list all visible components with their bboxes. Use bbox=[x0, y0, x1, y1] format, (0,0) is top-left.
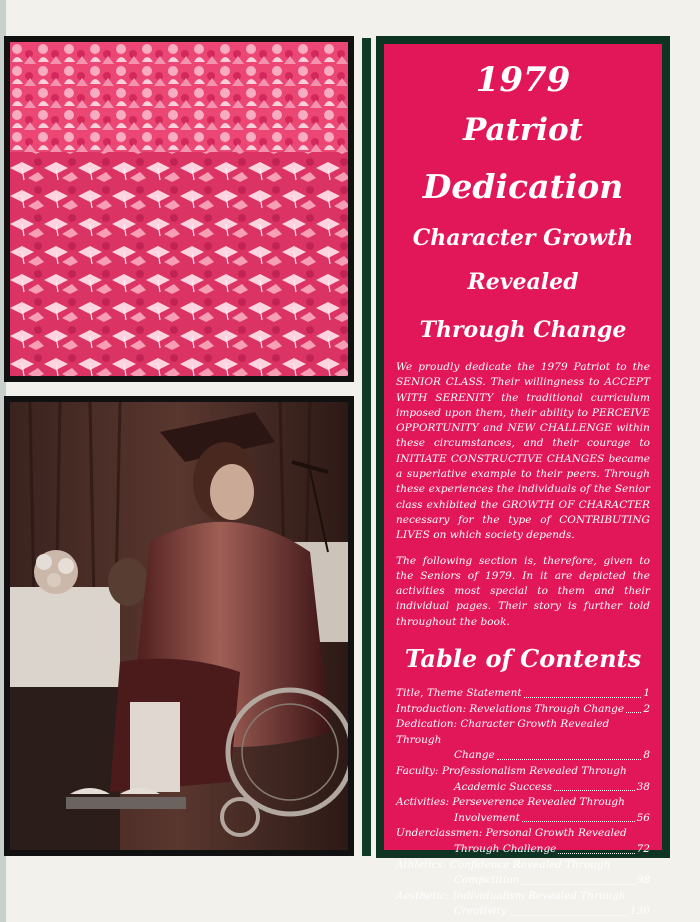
toc-entry bbox=[396, 858, 650, 889]
toc-dot-leader bbox=[509, 915, 628, 916]
toc-page-number: 56 bbox=[636, 811, 650, 824]
toc-entry-label: Aesthetic: Individualism Revealed Through bbox=[396, 889, 626, 902]
column-divider bbox=[362, 38, 371, 856]
toc-dot-leader bbox=[558, 853, 634, 854]
toc-entry-label-cont: Competition bbox=[454, 874, 520, 887]
toc-entry-label-cont: Creativity bbox=[454, 905, 507, 918]
following-section-paragraph: The following section is, therefore, given to the Seniors of 1979. In it are depicted the activities most special to them and their individual pages. Their story is further told throughout the book. bbox=[396, 554, 650, 628]
graduate-wheelchair-image bbox=[10, 402, 348, 850]
graduates-crowd-photo bbox=[4, 36, 354, 382]
toc-page-number: 130 bbox=[629, 905, 650, 918]
toc-entry bbox=[396, 795, 650, 826]
toc-dot-leader bbox=[497, 759, 642, 760]
toc-entry bbox=[396, 764, 650, 795]
theme-line-2: Revealed bbox=[467, 269, 579, 295]
theme-line-3: Through Change bbox=[419, 317, 627, 343]
toc-entry-label-cont: Involvement bbox=[454, 811, 520, 824]
theme-line-1: Character Growth bbox=[412, 225, 634, 251]
toc-entry bbox=[396, 826, 650, 857]
toc-entry-label: Athletics: Confidence Revealed Through bbox=[396, 858, 611, 871]
toc-dot-leader bbox=[554, 790, 635, 791]
toc-entry-label-cont: Through Challenge bbox=[454, 842, 557, 855]
patriot-heading: Patriot bbox=[463, 112, 583, 148]
toc-entry-label: Underclassmen: Personal Growth Revealed bbox=[396, 827, 627, 840]
toc-entry bbox=[396, 686, 650, 702]
toc-entry-row bbox=[396, 904, 650, 920]
graduates-crowd-image bbox=[10, 42, 348, 376]
toc-entry-row bbox=[396, 842, 650, 858]
toc-entry-label: Faculty: Professionalism Revealed Through bbox=[396, 765, 627, 778]
toc-page-number: 38 bbox=[636, 780, 650, 793]
toc-entry-row bbox=[396, 748, 650, 764]
toc-heading: Table of Contents bbox=[404, 644, 642, 674]
toc-entry-label: Introduction: Revelations Through Change bbox=[396, 702, 625, 715]
toc-entry bbox=[396, 717, 650, 764]
toc-dot-leader bbox=[524, 697, 642, 698]
table-of-contents bbox=[396, 686, 650, 920]
toc-page-number: 98 bbox=[636, 874, 650, 887]
toc-entry-row bbox=[396, 811, 650, 827]
toc-dot-leader bbox=[522, 884, 635, 885]
toc-entry-label: Dedication: Character Growth Revealed Through bbox=[396, 718, 610, 746]
toc-entry-row bbox=[396, 780, 650, 796]
toc-page-number: 8 bbox=[643, 749, 650, 762]
toc-dot-leader bbox=[626, 712, 641, 713]
toc-entry-label: Activities: Perseverence Revealed Through bbox=[396, 796, 625, 809]
dedication-paragraph: We proudly dedicate the 1979 Patriot to the SENIOR CLASS. Their willingness to ACCEPT WITH SERENITY the traditional curriculum imposed upon them, their ability to PERCEIVE OPPORTUNITY and NEW CHALLENGE within these circumstances, and their courage to INITIATE CONSTRUCTIVE CHANGES became a superlative example to their peers. Through these experiences the individuals of the Senior class exhibited the GROWTH OF CHARACTER necessary for the type of CONTRIBUTING LIVES on which society depends. bbox=[396, 361, 650, 542]
toc-entry-label-cont: Change bbox=[454, 749, 495, 762]
toc-page-number: 72 bbox=[636, 842, 650, 855]
toc-page-number: 1 bbox=[643, 687, 650, 700]
toc-entry-label-cont: Academic Success bbox=[454, 780, 552, 793]
toc-entry bbox=[396, 889, 650, 920]
dedication-panel bbox=[384, 44, 662, 918]
toc-page-number: 2 bbox=[643, 702, 650, 715]
toc-entry bbox=[396, 702, 650, 718]
toc-entry-label: Title, Theme Statement bbox=[396, 687, 522, 700]
toc-entry-row bbox=[396, 686, 650, 702]
graduate-wheelchair-photo bbox=[4, 396, 354, 856]
year-heading: 1979 bbox=[475, 60, 571, 100]
toc-entry-row bbox=[396, 873, 650, 889]
toc-entry-row bbox=[396, 702, 650, 718]
dedication-heading: Dedication bbox=[422, 167, 624, 206]
dedication-panel-frame bbox=[376, 36, 670, 918]
toc-dot-leader bbox=[522, 821, 635, 822]
